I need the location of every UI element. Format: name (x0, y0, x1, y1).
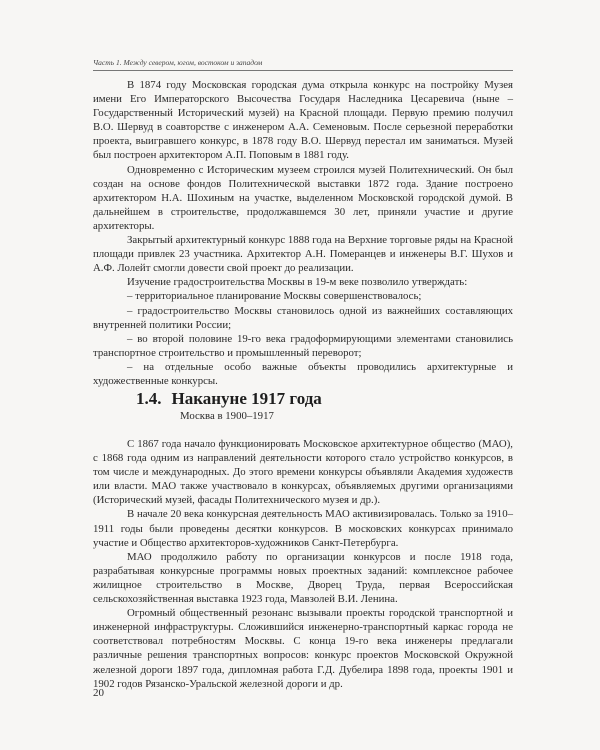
page-number: 20 (93, 687, 104, 699)
section-2-body (93, 437, 513, 691)
paragraph: С 1867 года начало функционировать Московское архитектурное общество (МАО), с 1868 года одним из направлений деятельности которого стало устройство конкурсов, в том числе и международных. До этого времени конкурсы объявляли Академия художеств или власти. МАО также участвовало в конкурсах, объявляемых другими организациями (Исторический музей, фасады Политехнического музея и др.). (93, 438, 513, 507)
paragraph: В начале 20 века конкурсная деятельность МАО активизировалась. Только за 1910–1911 годы были проведены десятки конкурсов. В московских конкурсах принимало участие и Общество архитекторов-художников Санкт-Петербурга. (93, 508, 513, 549)
paragraph: Закрытый архитектурный конкурс 1888 года на Верхние торговые ряды на Красной площади привлек 23 участника. Архитектор А.Н. Померанцев и инженеры В.Г. Шухов и А.Ф. Лолейт смогли довести свой проект до реализации. (93, 234, 513, 275)
paragraph: Изучение градостроительства Москвы в 19-м веке позволило утверждать: (127, 276, 468, 289)
section-subtitle: Москва в 1900–1917 (180, 410, 274, 422)
paragraph: Огромный общественный резонанс вызывали проекты городской транспортной и инженерной инфраструктуры. Сложившийся инженерно-транспортный каркас города не соответствовал потребностям Москвы. С конца 19-го века инженеры предлагали различные решения транспортных вопросов: конкурс проектов Московской Окружной железной дороги 1897 года, дипломная работа Г.Д. Дубелира 1898 года, проекты 1901 и 1902 годов Рязанско-Уральской железной дороги и др. (93, 607, 513, 690)
section-heading (136, 389, 322, 409)
list-item: – территориальное планирование Москвы совершенствовалось; (127, 290, 422, 303)
running-head: Часть 1. Между севером, югом, востоком и западом (93, 58, 263, 67)
section-1-body (93, 78, 513, 388)
paragraph: МАО продолжило работу по организации конкурсов и после 1918 года, разрабатывая конкурсные программы новых проектных заданий: комплексное рабочее жилищное строительство в Москве, Дворец Труда, первая Всероссийская сельскохозяйственная выставка 1923 года, Мавзолей В.И. Ленина. (93, 550, 513, 606)
list-item: – на отдельные особо важные объекты проводились архитектурные и художественные конкурсы. (93, 360, 513, 387)
paragraph: В 1874 году Московская городская дума открыла конкурс на постройку Музея имени Его Императорского Высочества Государя Наследника Цесаревича (ныне – Государственный Исторический музей) на Красной площади. Первую премию получил В.О. Шервуд в соавторстве с инженером А.А. Семеновым. После серьезной переработки проекта, выигравшего конкурс, в 1878 году В.О. Шервуд перестал им заниматься. Музей был построен архитектором А.П. Поповым в 1881 году. (93, 79, 513, 162)
paragraph: Одновременно с Историческим музеем строился музей Политехнический. Он был создан на основе фондов Политехнической выставки 1872 года. Здание построено архитектором Н.А. Шохиным на участке, выделенном Московской городской думой. В дальнейшем в строительстве, продолжавшемся 30 лет, приняли участие и другие архитекторы. (93, 163, 513, 232)
section-number: 1.4. (136, 389, 162, 408)
list-item: – градостроительство Москвы становилось одной из важнейших составляющих внутренней политики России; (93, 304, 513, 331)
list-item: – во второй половине 19-го века градоформирующими элементами становились транспортное строительство и промышленный переворот; (93, 332, 513, 359)
section-title: Накануне 1917 года (171, 389, 322, 408)
header-rule (93, 70, 513, 71)
